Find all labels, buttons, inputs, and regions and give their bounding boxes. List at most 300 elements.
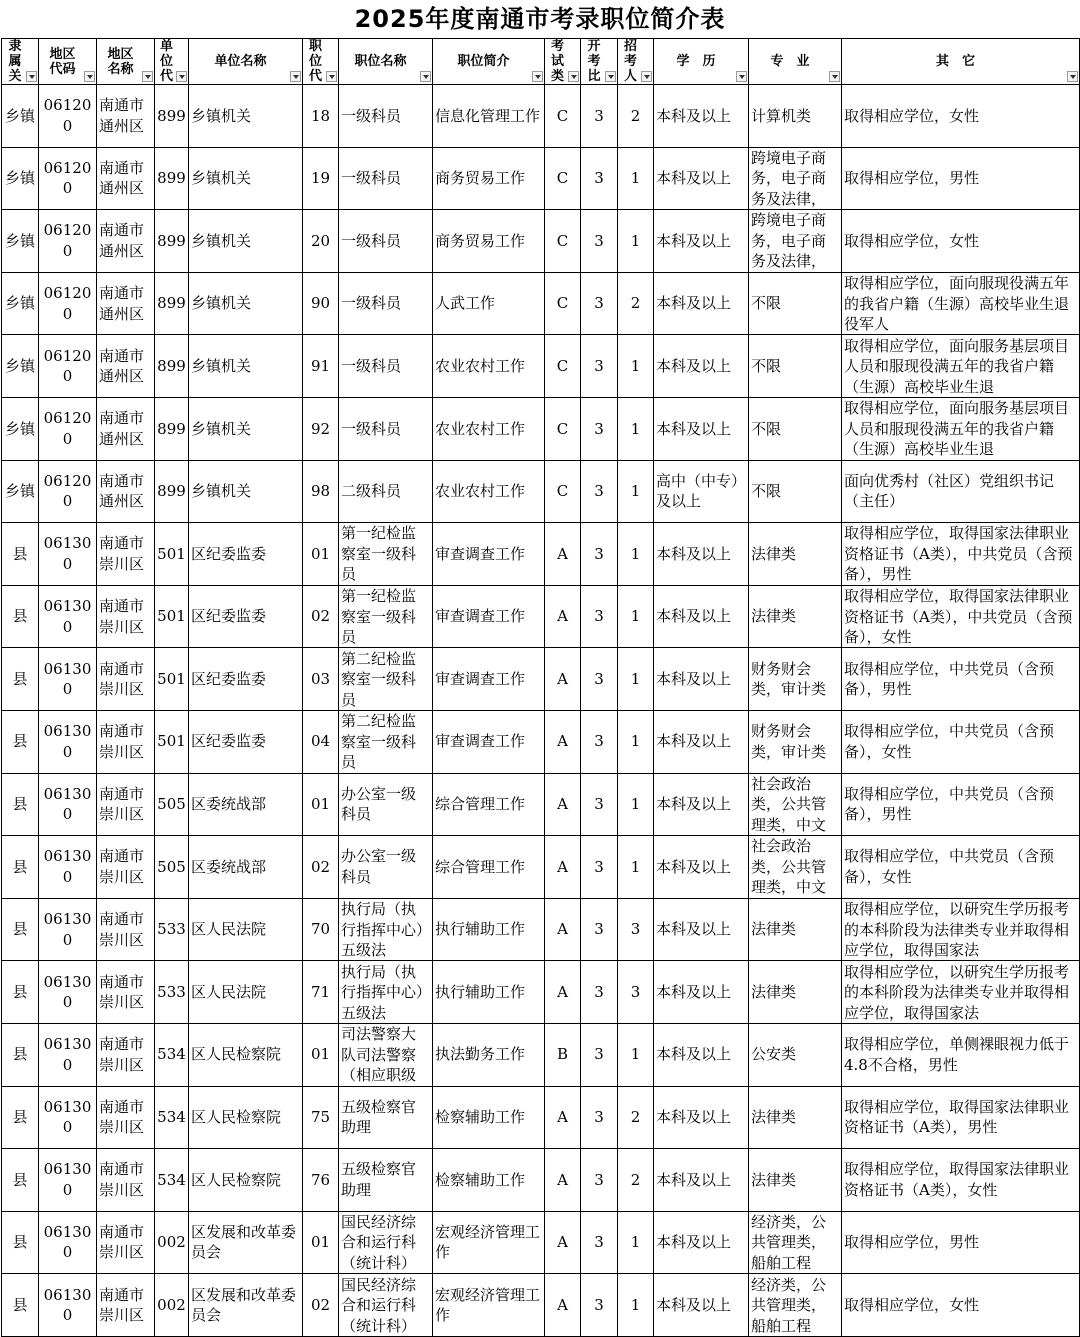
cell-level: 乡镇 xyxy=(2,210,39,273)
cell-level: 乡镇 xyxy=(2,460,39,523)
cell-area-code: 061300 xyxy=(39,1086,97,1149)
cell-ratio: 3 xyxy=(581,85,618,148)
cell-pos-name: 一级科员 xyxy=(339,272,433,335)
cell-other: 取得相应学位，面向服务基层项目人员和服现役满五年的我省户籍（生源）高校毕业生退 xyxy=(842,397,1080,460)
cell-area-name: 南通市崇川区 xyxy=(97,1023,155,1086)
cell-unit-name: 乡镇机关 xyxy=(189,397,303,460)
filter-dropdown-icon[interactable] xyxy=(84,71,95,82)
cell-area-name: 南通市通州区 xyxy=(97,210,155,273)
cell-pos-code: 92 xyxy=(303,397,339,460)
cell-ratio: 3 xyxy=(581,1274,618,1337)
cell-ratio: 3 xyxy=(581,147,618,210)
cell-edu: 本科及以上 xyxy=(654,1149,749,1212)
cell-level: 乡镇 xyxy=(2,397,39,460)
cell-level: 县 xyxy=(2,1086,39,1149)
table-row xyxy=(2,523,1080,586)
cell-pos-desc: 综合管理工作 xyxy=(433,836,545,899)
cell-count: 1 xyxy=(618,585,654,648)
cell-pos-code: 01 xyxy=(303,773,339,836)
cell-pos-name: 司法警察大队司法警察（相应职级 xyxy=(339,1023,433,1086)
cell-area-name: 南通市崇川区 xyxy=(97,1086,155,1149)
cell-exam: A xyxy=(545,1274,581,1337)
cell-area-code: 061300 xyxy=(39,710,97,773)
cell-major: 财务财会类，审计类 xyxy=(749,648,842,711)
cell-area-code: 061200 xyxy=(39,147,97,210)
header-position-code xyxy=(303,39,339,85)
cell-exam: A xyxy=(545,710,581,773)
cell-edu: 本科及以上 xyxy=(654,1086,749,1149)
cell-pos-name: 五级检察官助理 xyxy=(339,1149,433,1212)
cell-edu: 本科及以上 xyxy=(654,961,749,1024)
table-row xyxy=(2,272,1080,335)
cell-edu: 高中（中专）及以上 xyxy=(654,460,749,523)
positions-table xyxy=(1,38,1080,1337)
header-label: 隶属关 xyxy=(8,39,22,84)
cell-count: 1 xyxy=(618,210,654,273)
cell-major: 法律类 xyxy=(749,898,842,961)
cell-pos-desc: 审查调查工作 xyxy=(433,710,545,773)
cell-other: 取得相应学位，面向服务基层项目人员和服现役满五年的我省户籍（生源）高校毕业生退 xyxy=(842,335,1080,398)
cell-level: 县 xyxy=(2,1149,39,1212)
cell-major: 公安类 xyxy=(749,1023,842,1086)
cell-area-code: 061300 xyxy=(39,1274,97,1337)
cell-area-name: 南通市崇川区 xyxy=(97,836,155,899)
header-label: 招考 人 xyxy=(623,39,637,84)
cell-pos-name: 国民经济综合和运行科（统计科） xyxy=(339,1211,433,1274)
cell-exam: A xyxy=(545,648,581,711)
cell-ratio: 3 xyxy=(581,585,618,648)
cell-exam: C xyxy=(545,460,581,523)
cell-unit-code: 533 xyxy=(155,898,189,961)
cell-pos-code: 18 xyxy=(303,85,339,148)
cell-pos-desc: 执行辅助工作 xyxy=(433,898,545,961)
cell-area-name: 南通市崇川区 xyxy=(97,773,155,836)
cell-pos-code: 03 xyxy=(303,648,339,711)
cell-unit-code: 534 xyxy=(155,1023,189,1086)
cell-pos-desc: 信息化管理工作 xyxy=(433,85,545,148)
cell-level: 县 xyxy=(2,710,39,773)
cell-area-code: 061200 xyxy=(39,397,97,460)
cell-ratio: 3 xyxy=(581,773,618,836)
cell-area-code: 061200 xyxy=(39,335,97,398)
table-row xyxy=(2,460,1080,523)
cell-exam: A xyxy=(545,523,581,586)
filter-dropdown-icon[interactable] xyxy=(641,71,652,82)
cell-other: 取得相应学位，面向服现役满五年的我省户籍（生源）高校毕业生退役军人 xyxy=(842,272,1080,335)
cell-area-name: 南通市崇川区 xyxy=(97,1274,155,1337)
header-major xyxy=(749,39,842,85)
cell-pos-name: 一级科员 xyxy=(339,85,433,148)
cell-area-code: 061300 xyxy=(39,773,97,836)
header-education xyxy=(654,39,749,85)
cell-major: 不限 xyxy=(749,272,842,335)
cell-pos-desc: 综合管理工作 xyxy=(433,773,545,836)
cell-edu: 本科及以上 xyxy=(654,1274,749,1337)
cell-pos-name: 一级科员 xyxy=(339,147,433,210)
cell-area-name: 南通市崇川区 xyxy=(97,898,155,961)
cell-pos-desc: 商务贸易工作 xyxy=(433,210,545,273)
header-label: 考试 类 xyxy=(550,39,564,84)
cell-other: 取得相应学位，男性 xyxy=(842,147,1080,210)
cell-unit-name: 区纪委监委 xyxy=(189,523,303,586)
cell-unit-name: 乡镇机关 xyxy=(189,85,303,148)
cell-count: 1 xyxy=(618,335,654,398)
cell-unit-code: 002 xyxy=(155,1274,189,1337)
cell-pos-name: 执行局（执行指挥中心）五级法 xyxy=(339,961,433,1024)
cell-pos-desc: 农业农村工作 xyxy=(433,335,545,398)
table-row xyxy=(2,1274,1080,1337)
table-row xyxy=(2,836,1080,899)
cell-area-name: 南通市崇川区 xyxy=(97,1149,155,1212)
header-position-desc xyxy=(433,39,545,85)
cell-unit-code: 002 xyxy=(155,1211,189,1274)
cell-count: 1 xyxy=(618,397,654,460)
cell-unit-name: 区人民检察院 xyxy=(189,1086,303,1149)
cell-area-code: 061300 xyxy=(39,648,97,711)
cell-unit-code: 899 xyxy=(155,272,189,335)
cell-pos-desc: 执行辅助工作 xyxy=(433,961,545,1024)
header-count xyxy=(618,39,654,85)
cell-area-name: 南通市崇川区 xyxy=(97,961,155,1024)
cell-count: 1 xyxy=(618,648,654,711)
cell-unit-name: 乡镇机关 xyxy=(189,335,303,398)
cell-pos-code: 75 xyxy=(303,1086,339,1149)
cell-level: 县 xyxy=(2,585,39,648)
cell-unit-code: 501 xyxy=(155,710,189,773)
cell-pos-desc: 审查调查工作 xyxy=(433,585,545,648)
cell-exam: A xyxy=(545,836,581,899)
cell-unit-code: 534 xyxy=(155,1149,189,1212)
cell-unit-name: 区纪委监委 xyxy=(189,585,303,648)
cell-major: 经济类，公共管理类，船舶工程 xyxy=(749,1274,842,1337)
cell-area-code: 061200 xyxy=(39,272,97,335)
cell-count: 2 xyxy=(618,1149,654,1212)
table-row xyxy=(2,210,1080,273)
table-row xyxy=(2,335,1080,398)
header-ratio xyxy=(581,39,618,85)
cell-pos-code: 20 xyxy=(303,210,339,273)
filter-dropdown-icon[interactable] xyxy=(532,71,543,82)
cell-unit-name: 区发展和改革委员会 xyxy=(189,1274,303,1337)
cell-unit-name: 区人民检察院 xyxy=(189,1149,303,1212)
cell-unit-code: 501 xyxy=(155,523,189,586)
table-row xyxy=(2,1149,1080,1212)
cell-area-name: 南通市通州区 xyxy=(97,85,155,148)
cell-ratio: 3 xyxy=(581,460,618,523)
cell-level: 县 xyxy=(2,1023,39,1086)
cell-pos-code: 71 xyxy=(303,961,339,1024)
header-position-name xyxy=(339,39,433,85)
cell-ratio: 3 xyxy=(581,210,618,273)
cell-exam: A xyxy=(545,961,581,1024)
cell-unit-name: 区纪委监委 xyxy=(189,710,303,773)
cell-edu: 本科及以上 xyxy=(654,836,749,899)
header-label: 单位 代 xyxy=(159,39,173,84)
filter-dropdown-icon[interactable] xyxy=(605,71,616,82)
cell-pos-code: 01 xyxy=(303,523,339,586)
cell-major: 跨境电子商务，电子商务及法律， xyxy=(749,147,842,210)
cell-count: 1 xyxy=(618,773,654,836)
cell-pos-code: 01 xyxy=(303,1023,339,1086)
cell-area-code: 061300 xyxy=(39,1211,97,1274)
cell-exam: C xyxy=(545,210,581,273)
cell-unit-code: 501 xyxy=(155,585,189,648)
cell-other: 取得相应学位，取得国家法律职业资格证书（A类），中共党员（含预备），男性 xyxy=(842,523,1080,586)
cell-exam: A xyxy=(545,1086,581,1149)
cell-area-name: 南通市通州区 xyxy=(97,272,155,335)
cell-unit-name: 乡镇机关 xyxy=(189,147,303,210)
cell-edu: 本科及以上 xyxy=(654,397,749,460)
cell-level: 县 xyxy=(2,1211,39,1274)
cell-pos-name: 办公室一级科员 xyxy=(339,836,433,899)
cell-count: 1 xyxy=(618,147,654,210)
cell-edu: 本科及以上 xyxy=(654,523,749,586)
header-label: 其 它 xyxy=(935,54,975,69)
cell-major: 财务财会类，审计类 xyxy=(749,710,842,773)
filter-dropdown-icon[interactable] xyxy=(142,71,153,82)
cell-count: 2 xyxy=(618,272,654,335)
cell-area-name: 南通市通州区 xyxy=(97,335,155,398)
cell-ratio: 3 xyxy=(581,397,618,460)
cell-pos-code: 04 xyxy=(303,710,339,773)
cell-other: 取得相应学位，女性 xyxy=(842,85,1080,148)
cell-major: 社会政治类，公共管理类，中文 xyxy=(749,773,842,836)
cell-major: 不限 xyxy=(749,335,842,398)
cell-area-name: 南通市崇川区 xyxy=(97,648,155,711)
filter-dropdown-icon[interactable] xyxy=(176,71,187,82)
filter-dropdown-icon[interactable] xyxy=(290,71,301,82)
table-row xyxy=(2,1086,1080,1149)
cell-unit-name: 乡镇机关 xyxy=(189,210,303,273)
cell-pos-desc: 检察辅助工作 xyxy=(433,1086,545,1149)
cell-other: 取得相应学位，中共党员（含预备），男性 xyxy=(842,773,1080,836)
cell-exam: A xyxy=(545,585,581,648)
cell-level: 县 xyxy=(2,648,39,711)
cell-pos-name: 五级检察官助理 xyxy=(339,1086,433,1149)
cell-edu: 本科及以上 xyxy=(654,210,749,273)
table-row xyxy=(2,585,1080,648)
cell-pos-code: 01 xyxy=(303,1211,339,1274)
cell-pos-name: 第二纪检监察室一级科员 xyxy=(339,648,433,711)
cell-unit-code: 899 xyxy=(155,335,189,398)
filter-dropdown-icon[interactable] xyxy=(420,71,431,82)
cell-ratio: 3 xyxy=(581,710,618,773)
cell-level: 乡镇 xyxy=(2,85,39,148)
cell-count: 1 xyxy=(618,1274,654,1337)
filter-dropdown-icon[interactable] xyxy=(1067,71,1078,82)
cell-level: 县 xyxy=(2,1274,39,1337)
cell-unit-code: 534 xyxy=(155,1086,189,1149)
cell-ratio: 3 xyxy=(581,1023,618,1086)
header-label: 学 历 xyxy=(676,54,716,69)
header-label: 地区 代码 xyxy=(49,46,76,77)
cell-pos-name: 一级科员 xyxy=(339,335,433,398)
cell-level: 乡镇 xyxy=(2,335,39,398)
cell-major: 跨境电子商务，电子商务及法律， xyxy=(749,210,842,273)
cell-other: 取得相应学位，男性 xyxy=(842,1211,1080,1274)
filter-dropdown-icon[interactable] xyxy=(736,71,747,82)
table-row xyxy=(2,648,1080,711)
cell-major: 法律类 xyxy=(749,1149,842,1212)
cell-other: 取得相应学位，单侧裸眼视力低于4.8不合格，男性 xyxy=(842,1023,1080,1086)
cell-pos-code: 19 xyxy=(303,147,339,210)
header-area-name xyxy=(97,39,155,85)
cell-area-name: 南通市通州区 xyxy=(97,397,155,460)
cell-edu: 本科及以上 xyxy=(654,1023,749,1086)
cell-unit-name: 区人民检察院 xyxy=(189,1023,303,1086)
cell-pos-desc: 农业农村工作 xyxy=(433,397,545,460)
header-other xyxy=(842,39,1080,85)
cell-area-name: 南通市崇川区 xyxy=(97,1211,155,1274)
cell-other: 取得相应学位，以研究生学历报考的本科阶段为法律类专业并取得相应学位，取得国家法 xyxy=(842,898,1080,961)
cell-area-code: 061300 xyxy=(39,1023,97,1086)
header-label: 职位 代 xyxy=(308,39,322,84)
cell-area-name: 南通市崇川区 xyxy=(97,523,155,586)
cell-unit-code: 505 xyxy=(155,773,189,836)
cell-count: 1 xyxy=(618,710,654,773)
cell-count: 3 xyxy=(618,961,654,1024)
cell-edu: 本科及以上 xyxy=(654,710,749,773)
cell-unit-name: 区人民法院 xyxy=(189,898,303,961)
cell-pos-name: 第一纪检监察室一级科员 xyxy=(339,523,433,586)
header-exam-type xyxy=(545,39,581,85)
table-row xyxy=(2,710,1080,773)
cell-exam: C xyxy=(545,147,581,210)
cell-major: 社会政治类，公共管理类，中文 xyxy=(749,836,842,899)
cell-area-code: 061300 xyxy=(39,898,97,961)
cell-unit-code: 505 xyxy=(155,836,189,899)
cell-other: 取得相应学位，中共党员（含预备），男性 xyxy=(842,648,1080,711)
cell-major: 法律类 xyxy=(749,961,842,1024)
cell-area-name: 南通市崇川区 xyxy=(97,710,155,773)
cell-area-name: 南通市通州区 xyxy=(97,460,155,523)
cell-pos-code: 76 xyxy=(303,1149,339,1212)
cell-exam: C xyxy=(545,85,581,148)
cell-major: 法律类 xyxy=(749,523,842,586)
cell-pos-desc: 宏观经济管理工作 xyxy=(433,1211,545,1274)
cell-level: 县 xyxy=(2,898,39,961)
cell-pos-desc: 执法勤务工作 xyxy=(433,1023,545,1086)
cell-unit-name: 区委统战部 xyxy=(189,773,303,836)
table-row xyxy=(2,1023,1080,1086)
cell-edu: 本科及以上 xyxy=(654,648,749,711)
cell-area-code: 061300 xyxy=(39,585,97,648)
cell-other: 取得相应学位，女性 xyxy=(842,1274,1080,1337)
cell-pos-desc: 人武工作 xyxy=(433,272,545,335)
cell-major: 法律类 xyxy=(749,585,842,648)
cell-pos-code: 98 xyxy=(303,460,339,523)
cell-level: 乡镇 xyxy=(2,147,39,210)
cell-unit-name: 乡镇机关 xyxy=(189,460,303,523)
cell-pos-name: 一级科员 xyxy=(339,210,433,273)
table-row xyxy=(2,1211,1080,1274)
table-row xyxy=(2,147,1080,210)
cell-pos-code: 70 xyxy=(303,898,339,961)
cell-exam: C xyxy=(545,397,581,460)
cell-pos-code: 90 xyxy=(303,272,339,335)
cell-unit-code: 899 xyxy=(155,85,189,148)
cell-area-name: 南通市通州区 xyxy=(97,147,155,210)
cell-exam: A xyxy=(545,1149,581,1212)
cell-level: 县 xyxy=(2,773,39,836)
cell-unit-code: 899 xyxy=(155,210,189,273)
cell-pos-desc: 检察辅助工作 xyxy=(433,1149,545,1212)
cell-area-code: 061200 xyxy=(39,85,97,148)
header-label: 单位名称 xyxy=(214,54,267,69)
cell-ratio: 3 xyxy=(581,836,618,899)
cell-other: 取得相应学位，取得国家法律职业资格证书（A类），男性 xyxy=(842,1086,1080,1149)
cell-count: 3 xyxy=(618,898,654,961)
cell-exam: A xyxy=(545,773,581,836)
cell-unit-code: 899 xyxy=(155,147,189,210)
cell-pos-desc: 农业农村工作 xyxy=(433,460,545,523)
filter-dropdown-icon[interactable] xyxy=(326,71,337,82)
table-header xyxy=(2,39,1080,85)
cell-pos-name: 第一纪检监察室一级科员 xyxy=(339,585,433,648)
cell-ratio: 3 xyxy=(581,961,618,1024)
cell-unit-name: 区委统战部 xyxy=(189,836,303,899)
cell-level: 乡镇 xyxy=(2,272,39,335)
cell-pos-name: 二级科员 xyxy=(339,460,433,523)
cell-edu: 本科及以上 xyxy=(654,1211,749,1274)
header-level xyxy=(2,39,39,85)
cell-level: 县 xyxy=(2,836,39,899)
cell-exam: B xyxy=(545,1023,581,1086)
cell-unit-code: 899 xyxy=(155,397,189,460)
cell-ratio: 3 xyxy=(581,1211,618,1274)
cell-exam: C xyxy=(545,272,581,335)
cell-unit-code: 501 xyxy=(155,648,189,711)
filter-dropdown-icon[interactable] xyxy=(829,71,840,82)
cell-ratio: 3 xyxy=(581,1086,618,1149)
header-label: 专 业 xyxy=(770,54,810,69)
cell-area-code: 061200 xyxy=(39,460,97,523)
cell-major: 不限 xyxy=(749,397,842,460)
cell-edu: 本科及以上 xyxy=(654,85,749,148)
cell-other: 取得相应学位，女性 xyxy=(842,210,1080,273)
cell-edu: 本科及以上 xyxy=(654,773,749,836)
cell-unit-name: 区发展和改革委员会 xyxy=(189,1211,303,1274)
cell-count: 1 xyxy=(618,523,654,586)
cell-unit-name: 区纪委监委 xyxy=(189,648,303,711)
cell-pos-name: 国民经济综合和运行科（统计科） xyxy=(339,1274,433,1337)
cell-level: 县 xyxy=(2,961,39,1024)
cell-major: 计算机类 xyxy=(749,85,842,148)
cell-ratio: 3 xyxy=(581,335,618,398)
cell-area-code: 061200 xyxy=(39,210,97,273)
cell-edu: 本科及以上 xyxy=(654,585,749,648)
table-row xyxy=(2,961,1080,1024)
cell-ratio: 3 xyxy=(581,898,618,961)
table-row xyxy=(2,773,1080,836)
cell-ratio: 3 xyxy=(581,272,618,335)
cell-pos-name: 一级科员 xyxy=(339,397,433,460)
cell-area-name: 南通市崇川区 xyxy=(97,585,155,648)
table-row xyxy=(2,397,1080,460)
cell-count: 1 xyxy=(618,836,654,899)
filter-dropdown-icon[interactable] xyxy=(26,71,37,82)
filter-dropdown-icon[interactable] xyxy=(568,71,579,82)
cell-major: 经济类，公共管理类，船舶工程 xyxy=(749,1211,842,1274)
cell-unit-name: 乡镇机关 xyxy=(189,272,303,335)
cell-pos-name: 办公室一级科员 xyxy=(339,773,433,836)
cell-exam: A xyxy=(545,898,581,961)
cell-other: 面向优秀村（社区）党组织书记（主任） xyxy=(842,460,1080,523)
page-title: 2025年度南通市考录职位简介表 xyxy=(354,5,726,33)
cell-other: 取得相应学位，以研究生学历报考的本科阶段为法律类专业并取得相应学位，取得国家法 xyxy=(842,961,1080,1024)
cell-ratio: 3 xyxy=(581,1149,618,1212)
cell-pos-desc: 商务贸易工作 xyxy=(433,147,545,210)
